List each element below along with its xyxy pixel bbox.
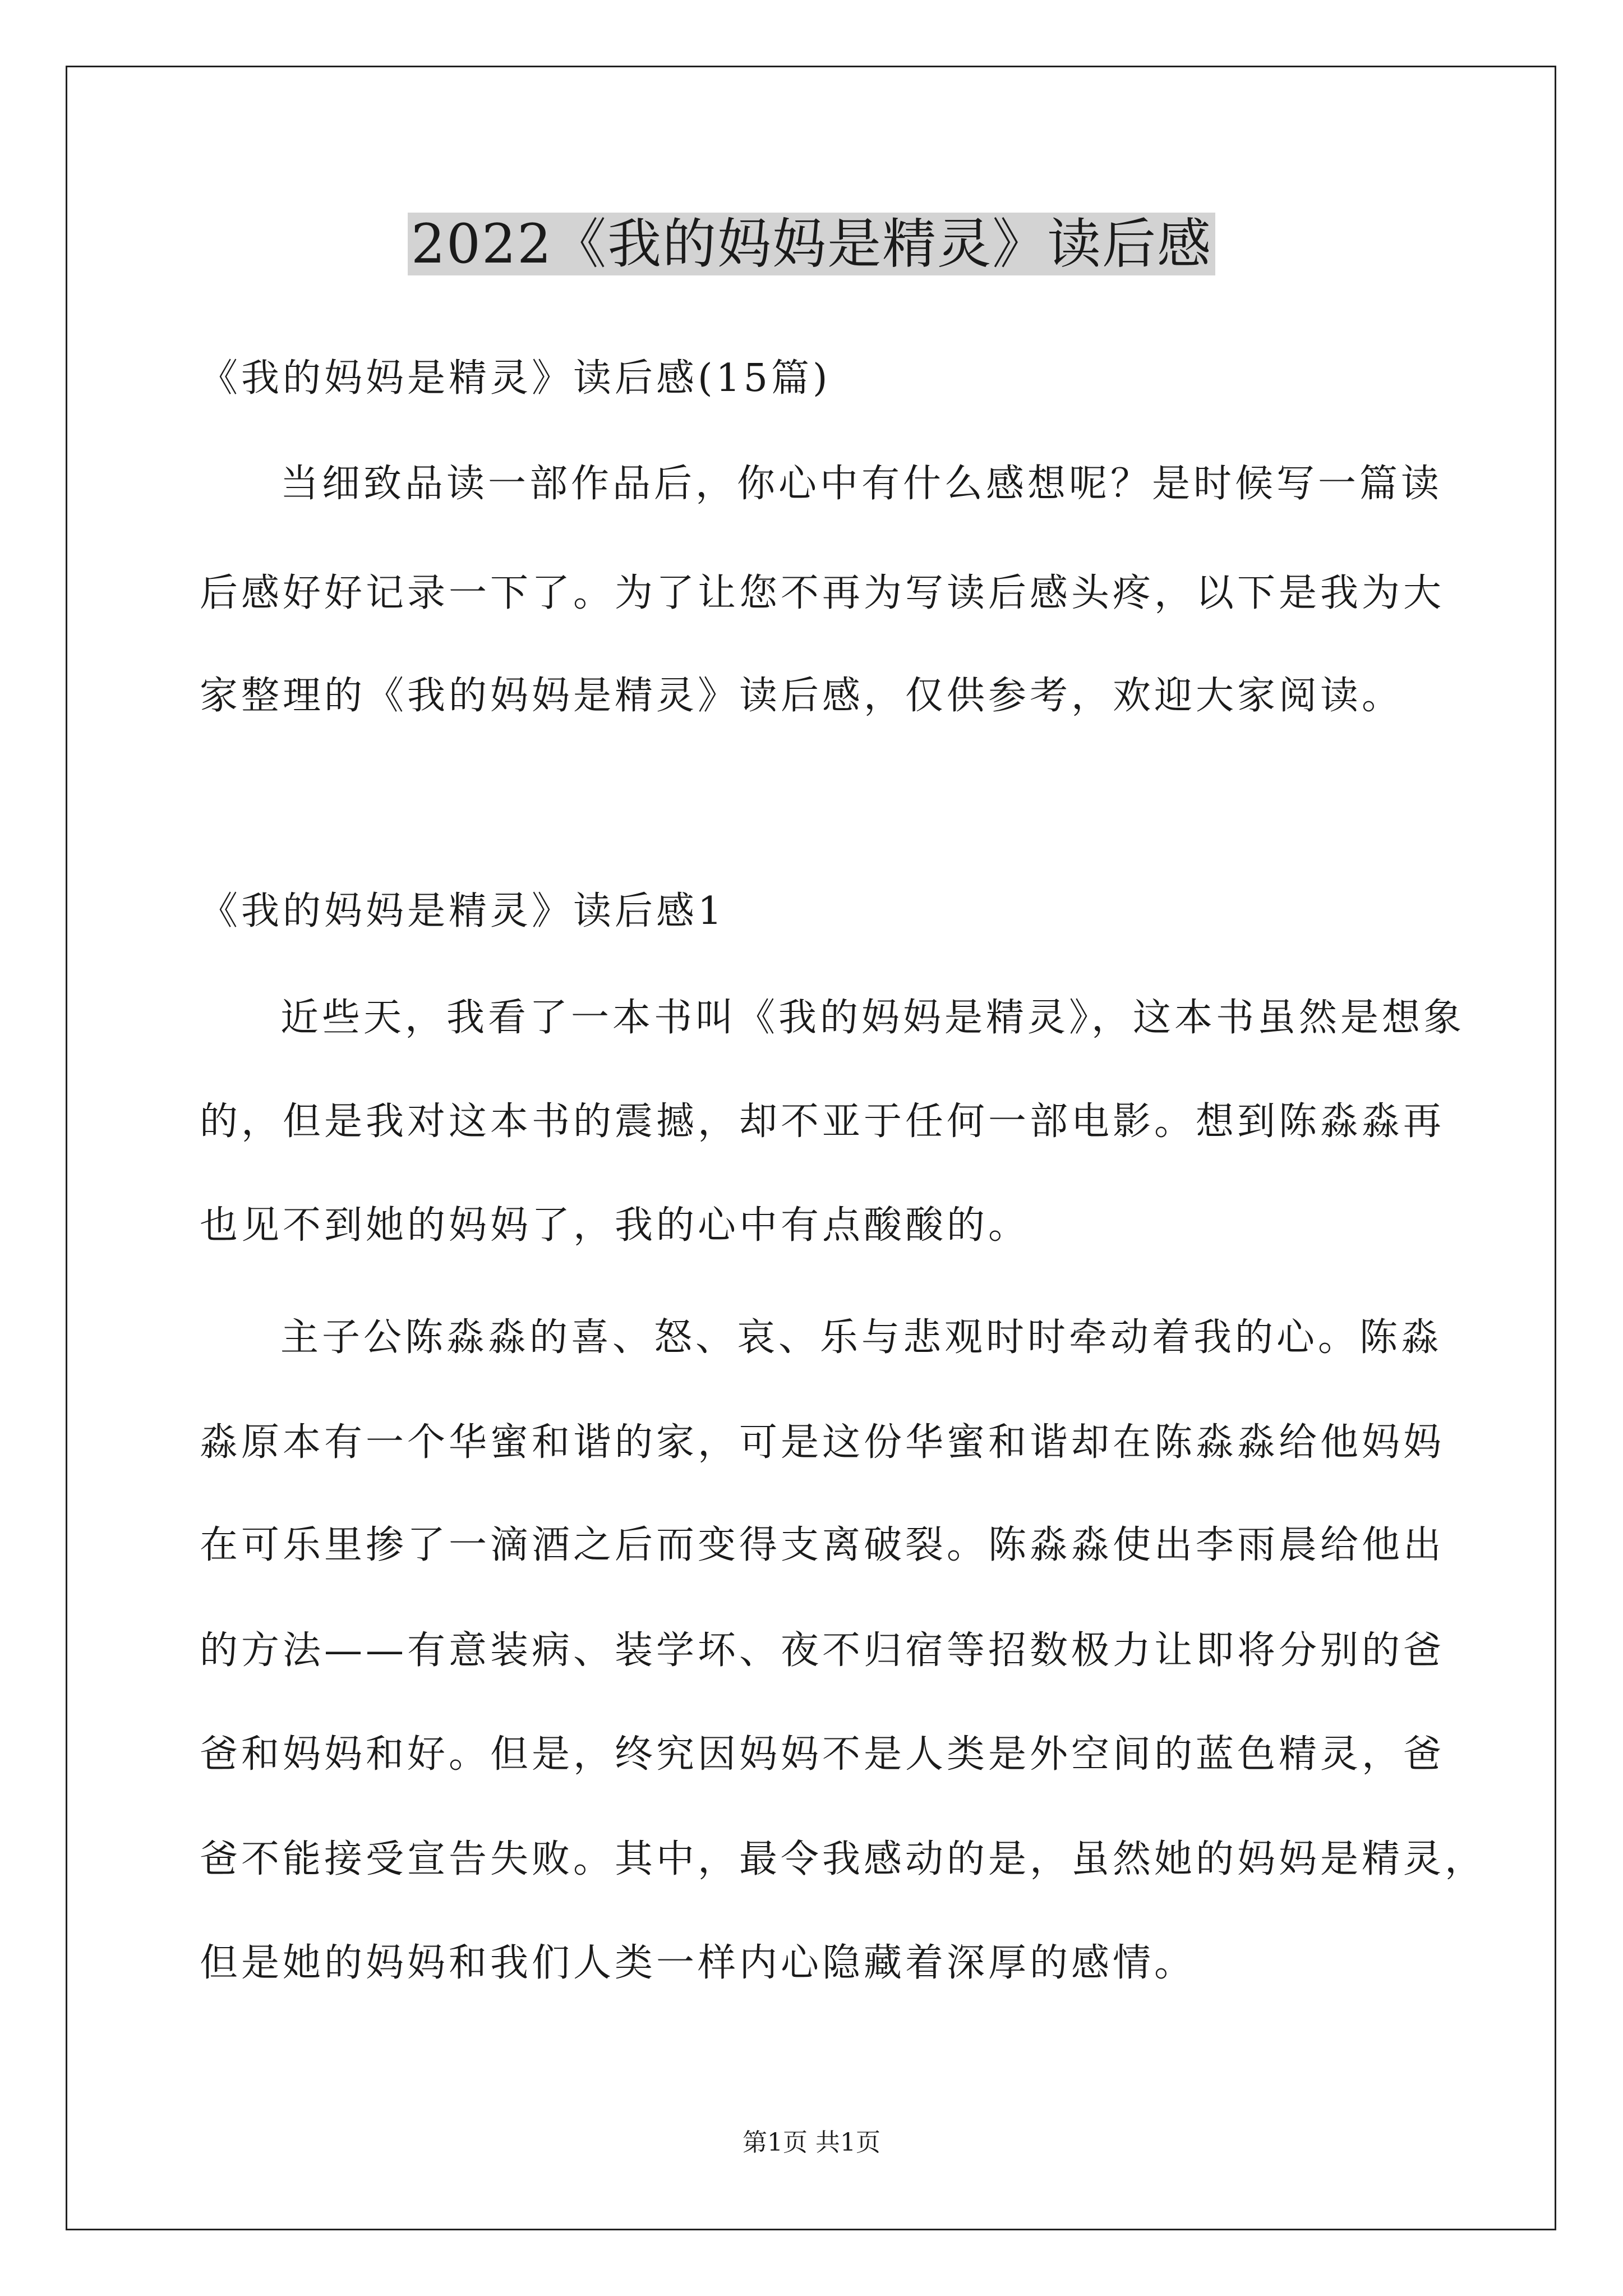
paragraph-line: 在可乐里掺了一滴酒之后而变得支离破裂。陈淼淼使出李雨晨给他出 [200, 1523, 1445, 1567]
paragraph-line: 近些天，我看了一本书叫《我的妈妈是精灵》，这本书虽然是想象 [280, 996, 1465, 1040]
paragraph-line: 也见不到她的妈妈了，我的心中有点酸酸的。 [200, 1203, 1030, 1248]
intro-line: 家整理的《我的妈妈是精灵》读后感，仅供参考，欢迎大家阅读。 [200, 674, 1404, 718]
intro-line: 后感好好记录一下了。为了让您不再为写读后感头疼，以下是我为大 [200, 571, 1445, 615]
page-footer: 第1页 共1页 [743, 2128, 880, 2157]
subtitle: 《我的妈妈是精灵》读后感(15篇) [200, 356, 831, 401]
paragraph-line: 爸不能接受宣告失败。其中，最令我感动的是，虽然她的妈妈是精灵， [200, 1837, 1487, 1881]
paragraph-line: 淼原本有一个华蜜和谐的家，可是这份华蜜和谐却在陈淼淼给他妈妈 [200, 1420, 1445, 1465]
document-title-text: 2022《我的妈妈是精灵》读后感 [408, 213, 1215, 275]
paragraph-line: 的，但是我对这本书的震撼，却不亚于任何一部电影。想到陈淼淼再 [200, 1099, 1445, 1144]
paragraph-line: 爸和妈妈和好。但是，终究因妈妈不是人类是外空间的蓝色精灵，爸 [200, 1732, 1445, 1777]
section-heading: 《我的妈妈是精灵》读后感1 [200, 889, 726, 933]
paragraph-line: 主子公陈淼淼的喜、怒、哀、乐与悲观时时牵动着我的心。陈淼 [280, 1315, 1443, 1360]
intro-line: 当细致品读一部作品后，你心中有什么感想呢？是时候写一篇读 [280, 462, 1443, 506]
paragraph-line: 的方法——有意装病、装学坏、夜不归宿等招数极力让即将分别的爸 [200, 1628, 1445, 1673]
document-title [0, 208, 1623, 280]
paragraph-line: 但是她的妈妈和我们人类一样内心隐藏着深厚的感情。 [200, 1941, 1196, 1985]
